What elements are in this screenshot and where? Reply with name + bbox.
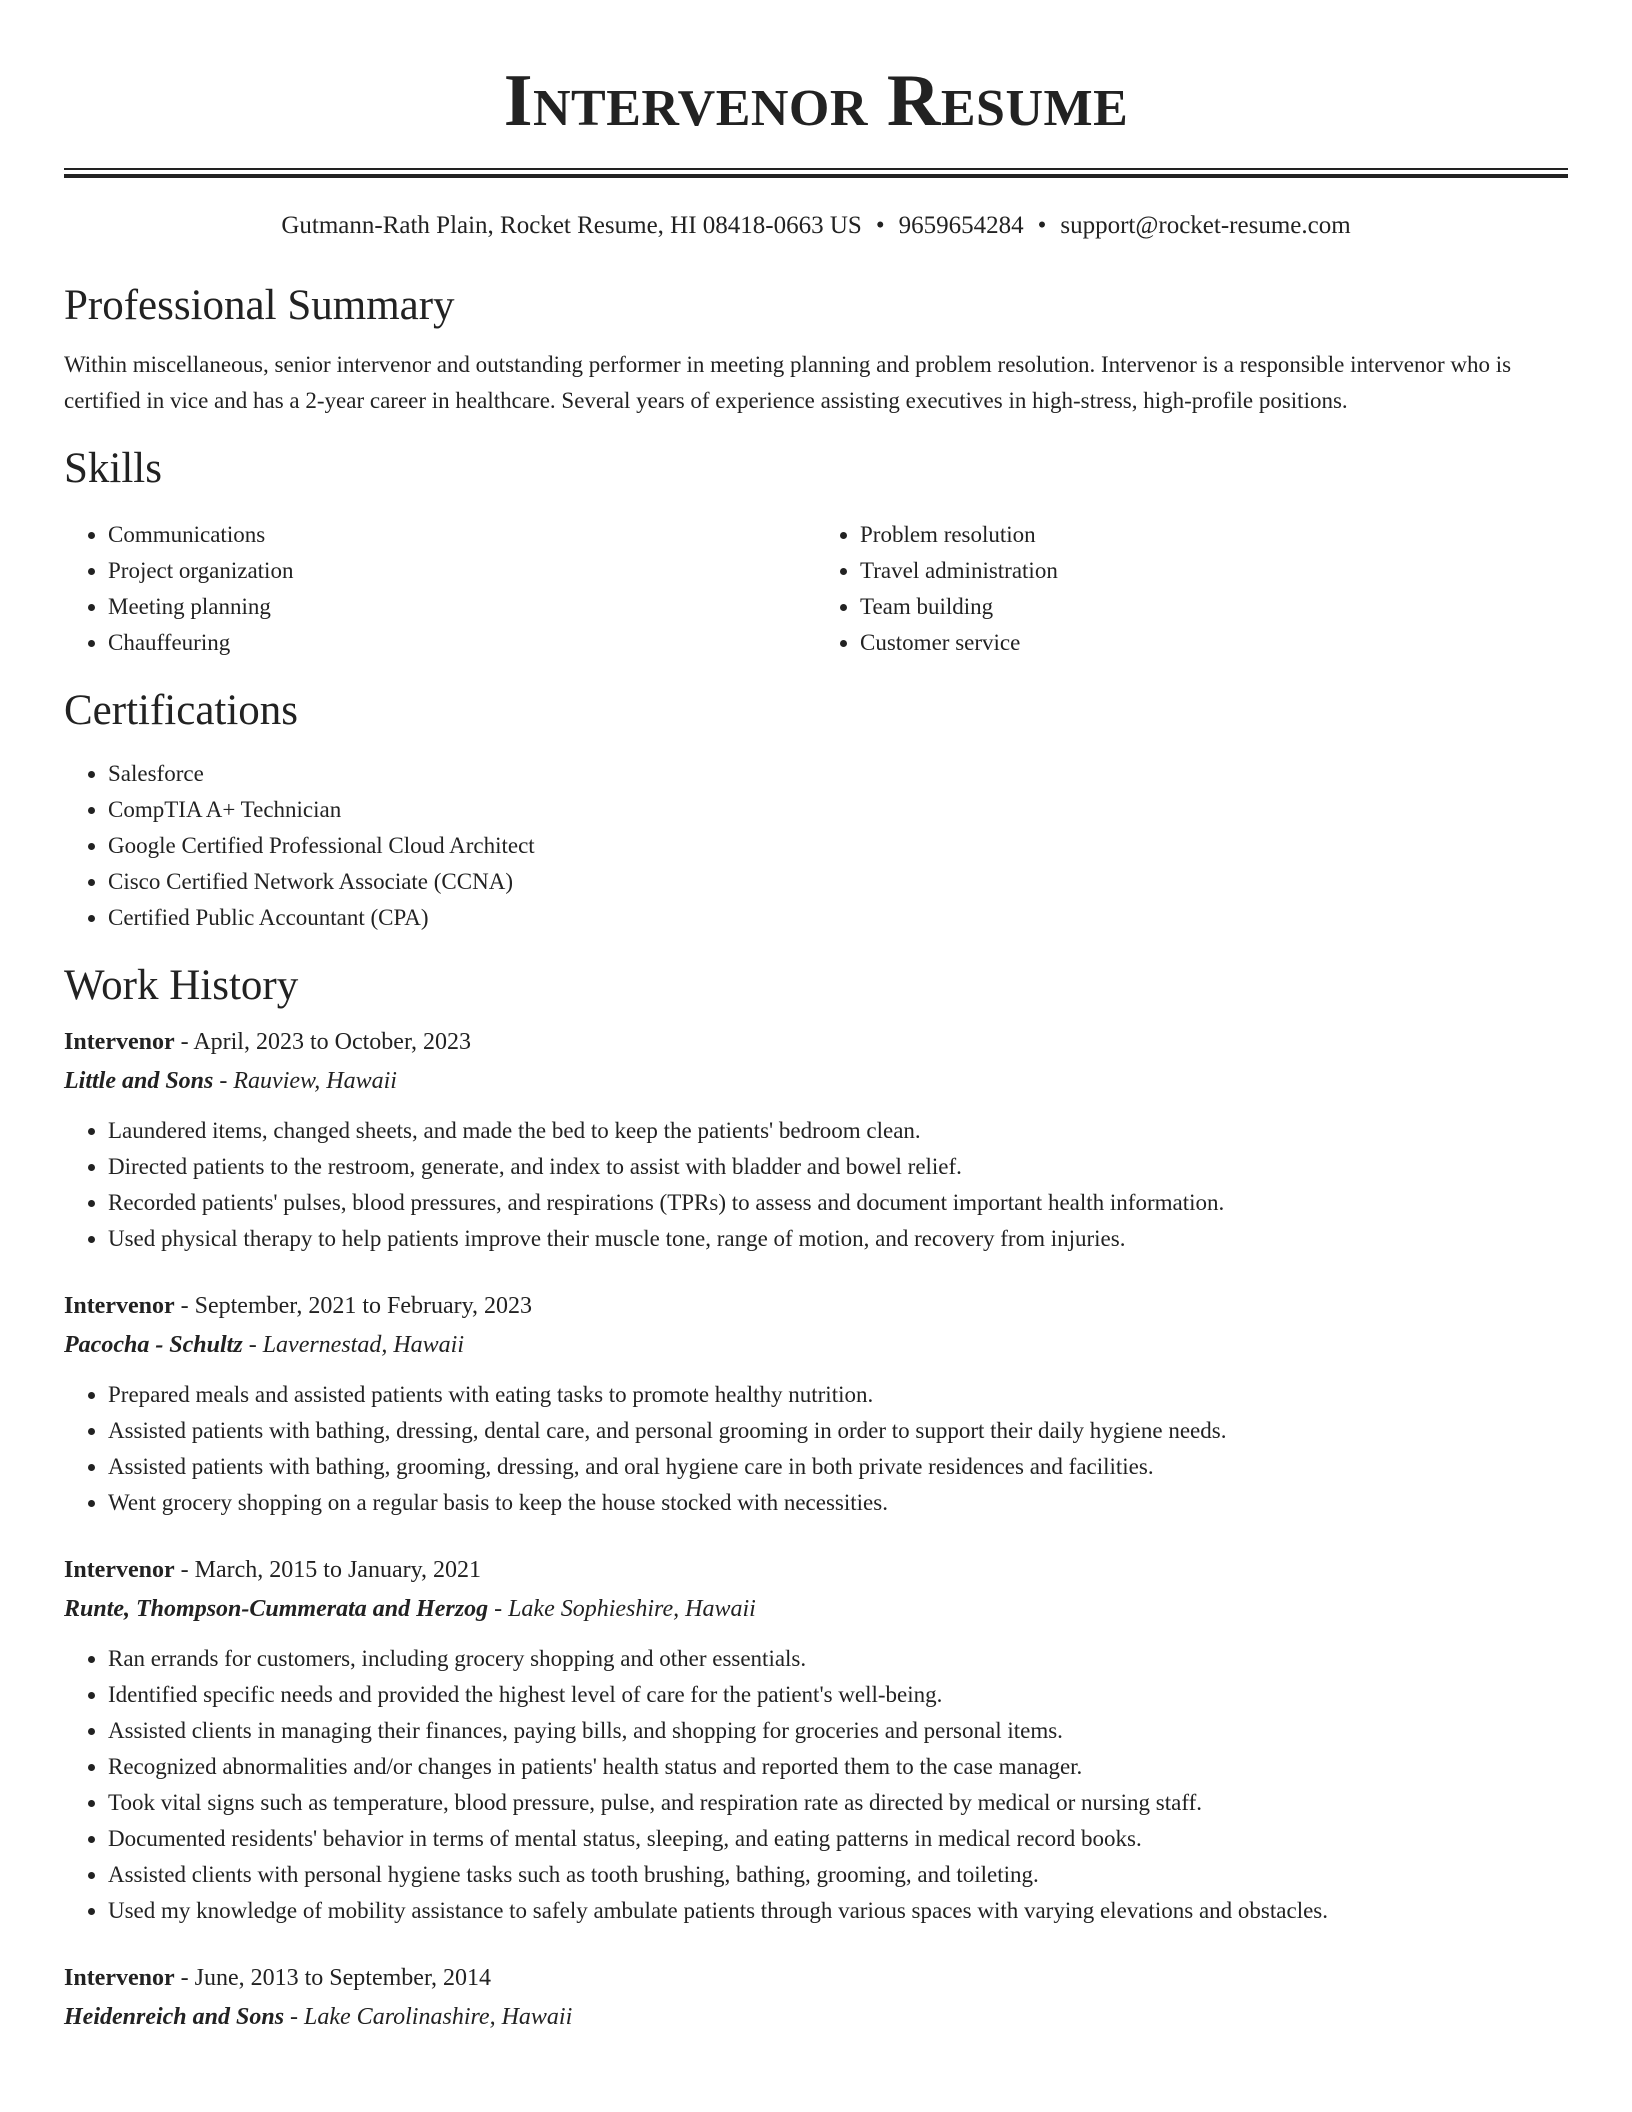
work-section xyxy=(64,962,1568,2037)
skills-section xyxy=(64,445,1568,660)
skill-item: • Communications xyxy=(108,517,816,553)
job-company: Runte, Thompson-Cummerata and Herzog xyxy=(64,1596,489,1623)
job-bullets xyxy=(64,1113,1568,1257)
job-company-line: Little and Sons - Rauview, Hawaii xyxy=(64,1068,397,1095)
job-location: Lake Carolinashire, Hawaii xyxy=(304,2004,573,2031)
job-bullet: • Directed patients to the restroom, generate, and index to assist with bladder and bowel relief. xyxy=(108,1149,1568,1185)
skill-item: • Chauffeuring xyxy=(108,625,816,661)
job-header: Intervenor - March, 2015 to January, 2021 xyxy=(64,1557,482,1584)
job-entry xyxy=(64,1287,1568,1521)
certification-item: • CompTIA A+ Technician xyxy=(108,792,1568,828)
job-bullets xyxy=(64,1641,1568,1929)
contact-email: support@rocket-resume.com xyxy=(1060,212,1351,239)
skill-item: • Problem resolution xyxy=(860,517,1568,553)
job-header: Intervenor - April, 2023 to October, 2023 xyxy=(64,1029,471,1056)
job-bullet: • Used physical therapy to help patients improve their muscle tone, range of motion, and recovery from injuries. xyxy=(108,1221,1568,1257)
job-bullets xyxy=(64,1377,1568,1521)
job-bullet: • Assisted patients with bathing, grooming, dressing, and oral hygiene care in both private residences and facilities. xyxy=(108,1449,1568,1485)
job-header: Intervenor - June, 2013 to September, 2014 xyxy=(64,1965,491,1992)
job-bullet: • Recognized abnormalities and/or changes in patients' health status and reported them to the case manager. xyxy=(108,1749,1568,1785)
skills-list-right xyxy=(816,517,1568,661)
job-bullet: • Prepared meals and assisted patients with eating tasks to promote healthy nutrition. xyxy=(108,1377,1568,1413)
job-location: Lavernestad, Hawaii xyxy=(262,1332,465,1359)
summary-text: Within miscellaneous, senior intervenor and outstanding performer in meeting planning and problem resolution. Intervenor is a responsible intervenor who is certified in vice and has a 2-year career in healthcare. Several years of experience assisting executives in high-stress, high-profile positions. xyxy=(64,352,1512,414)
skill-item: • Customer service xyxy=(860,625,1568,661)
job-bullet: • Went grocery shopping on a regular basis to keep the house stocked with necessities. xyxy=(108,1485,1568,1521)
skill-item: • Project organization xyxy=(108,553,816,589)
summary-section xyxy=(64,282,1568,419)
skills-list-left xyxy=(64,517,816,661)
job-bullet: • Used my knowledge of mobility assistance to safely ambulate patients through various spaces with varying elevations and obstacles. xyxy=(108,1893,1568,1929)
job-company: Little and Sons xyxy=(64,1068,214,1095)
job-bullet: • Assisted clients with personal hygiene tasks such as tooth brushing, bathing, grooming, and toileting. xyxy=(108,1857,1568,1893)
certification-item: • Google Certified Professional Cloud Architect xyxy=(108,828,1568,864)
job-company-line: Pacocha - Schultz - Lavernestad, Hawaii xyxy=(64,1332,465,1359)
job-dates: April, 2023 to October, 2023 xyxy=(193,1029,471,1056)
work-heading: Work History xyxy=(64,961,299,1009)
job-entry xyxy=(64,1023,1568,1257)
job-bullet: • Laundered items, changed sheets, and made the bed to keep the patients' bedroom clean. xyxy=(108,1113,1568,1149)
skill-item: • Travel administration xyxy=(860,553,1568,589)
job-bullet: • Identified specific needs and provided the highest level of care for the patient's well-being. xyxy=(108,1677,1568,1713)
certifications-list xyxy=(64,756,1568,936)
contact-line xyxy=(64,212,1568,248)
certification-item: • Certified Public Accountant (CPA) xyxy=(108,900,1568,936)
job-bullet: • Documented residents' behavior in terms of mental status, sleeping, and eating patterns in medical record books. xyxy=(108,1821,1568,1857)
certifications-section xyxy=(64,687,1568,936)
certification-item: • Cisco Certified Network Associate (CCNA) xyxy=(108,864,1568,900)
skill-item: • Team building xyxy=(860,589,1568,625)
job-bullet: • Took vital signs such as temperature, blood pressure, pulse, and respiration rate as directed by medical or nursing staff. xyxy=(108,1785,1568,1821)
resume-title: Intervenor Resume xyxy=(503,60,1129,142)
contact-separator: • xyxy=(875,212,885,239)
job-title: Intervenor xyxy=(64,1029,175,1056)
job-company: Heidenreich and Sons xyxy=(64,2004,285,2031)
skill-item: • Meeting planning xyxy=(108,589,816,625)
job-bullet: • Ran errands for customers, including grocery shopping and other essentials. xyxy=(108,1641,1568,1677)
job-bullet: • Assisted patients with bathing, dressing, dental care, and personal grooming in order to support their daily hygiene needs. xyxy=(108,1413,1568,1449)
contact-separator: • xyxy=(1037,212,1047,239)
job-dates: March, 2015 to January, 2021 xyxy=(194,1557,482,1584)
job-location: Rauview, Hawaii xyxy=(233,1068,397,1095)
job-company-line: Heidenreich and Sons - Lake Carolinashire, Hawaii xyxy=(64,2004,573,2031)
job-bullet: • Recorded patients' pulses, blood pressures, and respirations (TPRs) to assess and document important health information. xyxy=(108,1185,1568,1221)
job-title: Intervenor xyxy=(64,1557,175,1584)
title-divider xyxy=(64,168,1568,178)
contact-phone: 9659654284 xyxy=(898,212,1024,239)
job-entry xyxy=(64,1551,1568,1929)
job-header: Intervenor - September, 2021 to February, 2023 xyxy=(64,1293,533,1320)
job-bullet: • Assisted clients in managing their finances, paying bills, and shopping for groceries and personal items. xyxy=(108,1713,1568,1749)
job-title: Intervenor xyxy=(64,1293,175,1320)
job-title: Intervenor xyxy=(64,1965,175,1992)
summary-heading: Professional Summary xyxy=(64,282,455,329)
certification-item: • Salesforce xyxy=(108,756,1568,792)
certifications-heading: Certifications xyxy=(64,686,299,734)
job-company-line: Runte, Thompson-Cummerata and Herzog - Lake Sophieshire, Hawaii xyxy=(64,1596,756,1623)
contact-address: Gutmann-Rath Plain, Rocket Resume, HI 08418-0663 US xyxy=(281,212,862,239)
jobs-container xyxy=(64,1023,1568,2037)
job-dates: June, 2013 to September, 2014 xyxy=(194,1965,491,1992)
job-location: Lake Sophieshire, Hawaii xyxy=(508,1596,756,1623)
skills-heading: Skills xyxy=(64,445,162,493)
job-dates: September, 2021 to February, 2023 xyxy=(194,1293,533,1320)
job-entry xyxy=(64,1959,1568,2037)
job-company: Pacocha - Schultz xyxy=(64,1332,243,1359)
